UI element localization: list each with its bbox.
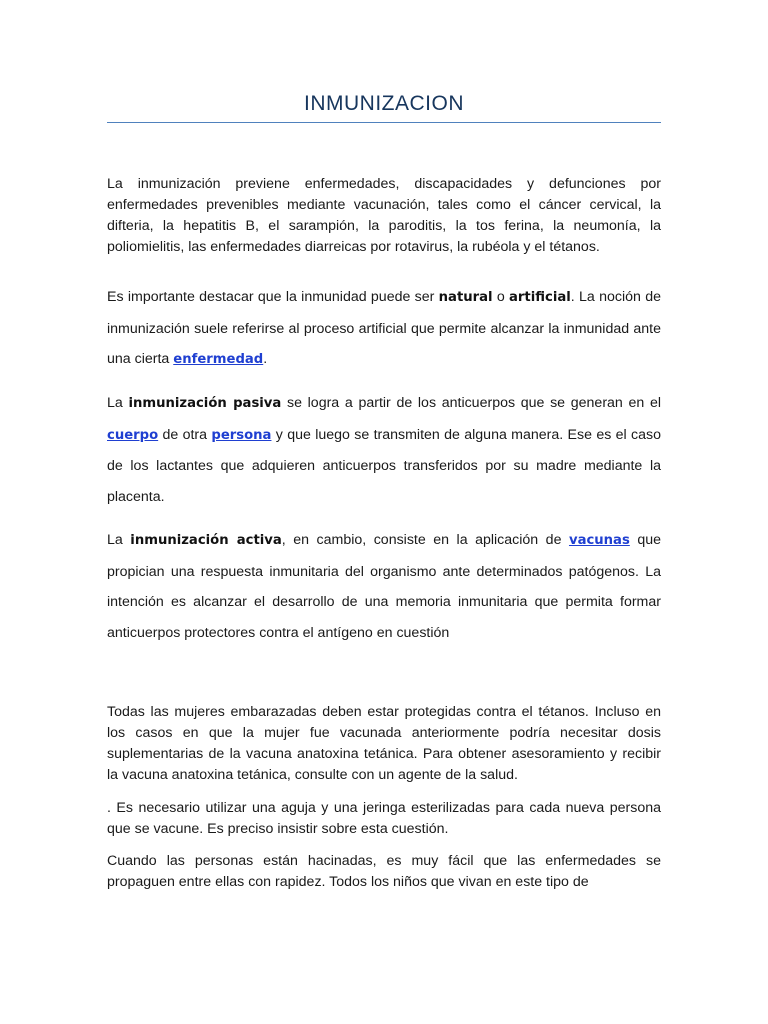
text-span: de otra [158, 426, 212, 443]
link-enfermedad[interactable]: enfermedad [173, 352, 264, 367]
link-vacunas[interactable]: vacunas [568, 533, 630, 548]
text-span: La [107, 532, 131, 548]
paragraph-inmunizacion-activa [107, 525, 661, 648]
text-span: se logra a partir de los anticuerpos que se generan en el [281, 395, 661, 411]
text-span: , en cambio, consiste en la aplicación de [281, 532, 569, 548]
text-span: y que luego se transmiten de alguna manera. Ese es el caso de los lactantes que adquieren anticuerpos transferidos por su madre mediante la placenta. [107, 426, 661, 505]
paragraph-inmunidad-tipos [107, 282, 661, 376]
bold-term-inmunizacion-activa: inmunización activa [130, 533, 282, 548]
paragraph-mujeres-embarazadas: Todas las mujeres embarazadas deben estar protegidas contra el tétanos. Incluso en los casos en que la mujer fue vacunada anteriormente podría necesitar dosis suplementarias de la vacuna anatoxina tetánica. Para obtener asesoramiento y recibir la vacuna anatoxina tetánica, consulte con un agente de la salud. [107, 704, 661, 783]
title-underline-rule [107, 122, 661, 123]
document-title: INMUNIZACION [304, 92, 464, 115]
text-span: Es importante destacar que la inmunidad puede ser [107, 289, 439, 305]
bold-term-inmunizacion-pasiva: inmunización pasiva [128, 396, 282, 411]
text-span: La [107, 395, 129, 411]
paragraph-inmunizacion-pasiva [107, 388, 661, 512]
text-span: . [263, 351, 268, 367]
paragraph-inmunizacion-intro: La inmunización previene enfermedades, discapacidades y defunciones por enfermedades prevenibles mediante vacunación, tales como el cáncer cervical, la difteria, la hepatitis B, el sarampión, la paroditis, la tos ferina, la neumonía, la poliomielitis, las enfermedades diarreicas por rotavirus, la rubéola y el tétanos. [107, 176, 661, 255]
text-span: . La noción de inmunización suele referirse al proceso artificial que permite alcanzar la inmunidad ante una cierta [107, 289, 661, 367]
text-span: o [492, 289, 510, 305]
link-cuerpo[interactable]: cuerpo [107, 427, 159, 443]
text-span: que propician una respuesta inmunitaria del organismo ante determinados patógenos. La intención es alcanzar el desarrollo de una memoria inmunitaria que permita formar anticuerpos protectores contra el antígeno en cuestión [107, 532, 661, 641]
paragraph-hacinamiento: Cuando las personas están hacinadas, es muy fácil que las enfermedades se propaguen entre ellas con rapidez. Todos los niños que vivan en este tipo de [107, 853, 661, 890]
title-block [107, 90, 661, 118]
bold-term-artificial: artificial [509, 290, 571, 305]
link-persona[interactable]: persona [211, 427, 272, 443]
bold-term-natural: natural [438, 290, 493, 305]
paragraph-aguja-jeringa: . Es necesario utilizar una aguja y una jeringa esterilizadas para cada nueva persona que se vacune. Es preciso insistir sobre esta cuestión. [107, 800, 661, 837]
